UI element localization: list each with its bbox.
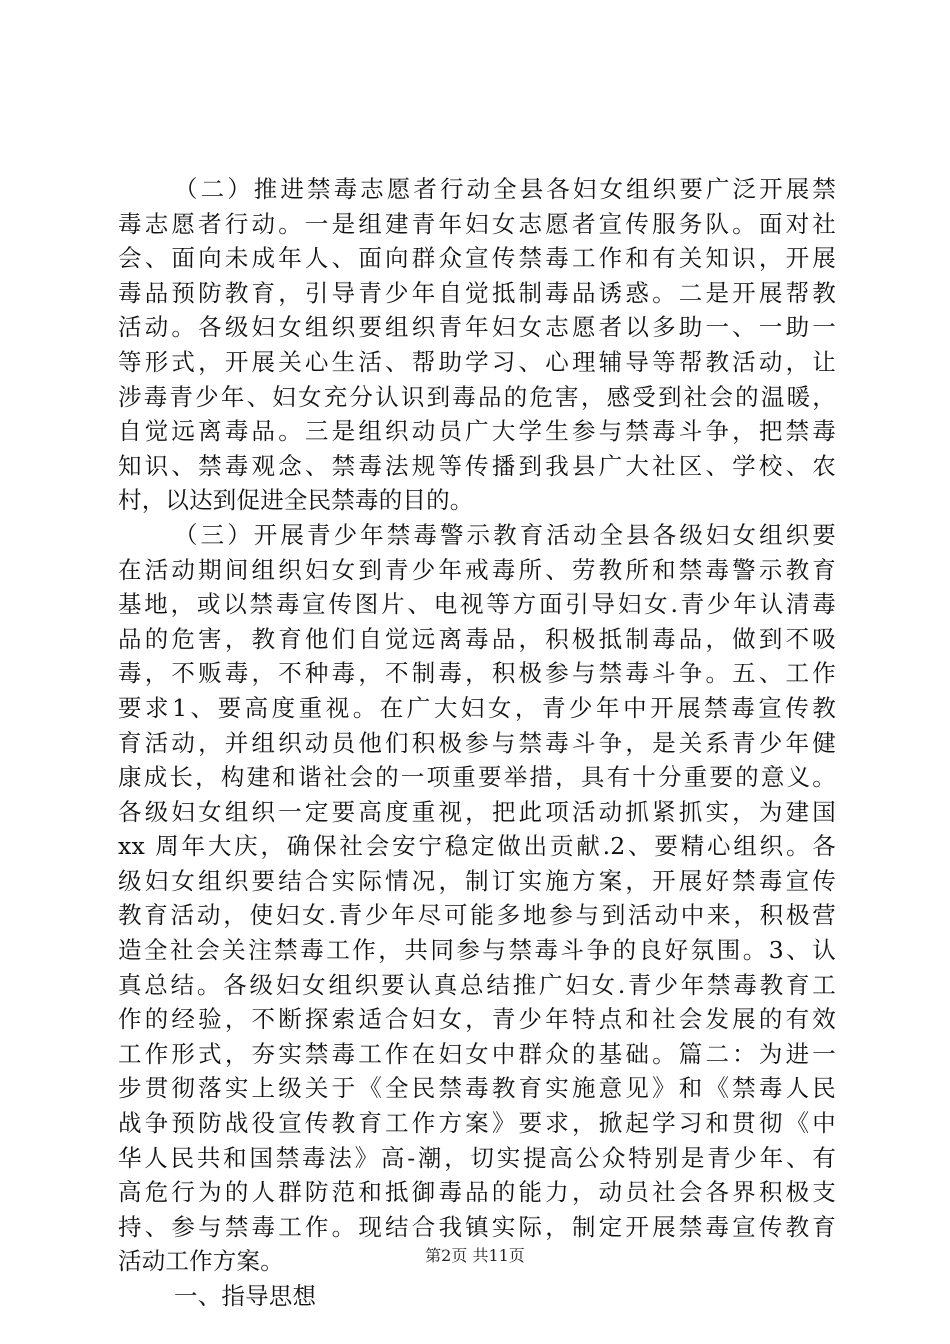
paragraph-line: 级妇女组织要结合实际情况，制订实施方案，开展好禁毒宣传 [118,866,836,895]
paragraph-line: 作的经验，不断探索适合妇女，青少年特点和社会发展的有效 [118,1005,836,1034]
page-number-footer: 第2页 共11页 [425,1246,525,1265]
paragraph-line: 高危行为的人群防范和抵御毒品的能力，动员社会各界积极支 [118,1178,836,1207]
paragraph-line: 战争预防战役宣传教育工作方案》要求，掀起学习和贯彻《中 [118,1109,836,1138]
paragraph-line: 工作形式，夯实禁毒工作在妇女中群众的基础。篇二：为进一 [118,1039,836,1068]
paragraph-line: 持、参与禁毒工作。现结合我镇实际，制定开展禁毒宣传教育 [118,1212,836,1241]
section-heading: 一、指导思想 [174,1282,317,1310]
paragraph-line: 村，以达到促进全民禁毒的目的。 [118,486,474,515]
paragraph-line: 华人民共和国禁毒法》高-潮，切实提高公众特别是青少年、有 [118,1143,836,1172]
paragraph-line: 教育活动，使妇女.青少年尽可能多地参与到活动中来，积极营 [118,901,836,930]
paragraph-line: 毒志愿者行动。一是组建青年妇女志愿者宣传服务队。面对社 [118,209,836,238]
paragraph-line: xx 周年大庆，确保社会安宁稳定做出贡献.2、要精心组织。各 [118,832,836,861]
document-body [118,172,836,1314]
paragraph-line: 等形式，开展关心生活、帮助学习、心理辅导等帮教活动，让 [118,347,836,376]
paragraph-line: 活动工作方案。 [118,1247,284,1276]
paragraph-line: 活动。各级妇女组织要组织青年妇女志愿者以多助一、一助一 [118,313,836,342]
paragraph-line: 基地，或以禁毒宣传图片、电视等方面引导妇女.青少年认清毒 [118,590,836,619]
paragraph-line: 真总结。各级妇女组织要认真总结推广妇女.青少年禁毒教育工 [118,970,836,999]
paragraph-line: 育活动，并组织动员他们积极参与禁毒斗争，是关系青少年健 [118,728,836,757]
paragraph-line: 步贯彻落实上级关于《全民禁毒教育实施意见》和《禁毒人民 [118,1074,836,1103]
paragraph-line: 毒品预防教育，引导青少年自觉抵制毒品诱惑。二是开展帮教 [118,278,836,307]
paragraph-line: 要求1、要高度重视。在广大妇女，青少年中开展禁毒宣传教 [118,693,836,722]
paragraph-line: （二）推进禁毒志愿者行动全县各妇女组织要广泛开展禁 [174,175,836,203]
paragraph-line: 各级妇女组织一定要高度重视，把此项活动抓紧抓实，为建国 [118,797,836,826]
paragraph-line: 康成长，构建和谐社会的一项重要举措，具有十分重要的意义。 [118,763,836,792]
paragraph-line: 造全社会关注禁毒工作，共同参与禁毒斗争的良好氛围。3、认 [118,936,836,965]
paragraph-line: 会、面向未成年人、面向群众宣传禁毒工作和有关知识，开展 [118,244,836,273]
paragraph-line: 在活动期间组织妇女到青少年戒毒所、劳教所和禁毒警示教育 [118,555,836,584]
paragraph-line: 自觉远离毒品。三是组织动员广大学生参与禁毒斗争，把禁毒 [118,417,836,446]
paragraph-line: 知识、禁毒观念、禁毒法规等传播到我县广大社区、学校、农 [118,451,836,480]
paragraph-line: 毒，不贩毒，不种毒，不制毒，积极参与禁毒斗争。五、工作 [118,659,836,688]
paragraph-line: 涉毒青少年、妇女充分认识到毒品的危害，感受到社会的温暖， [118,382,836,411]
paragraph-line: 品的危害，教育他们自觉远离毒品，积极抵制毒品，做到不吸 [118,624,836,653]
paragraph-line: （三）开展青少年禁毒警示教育活动全县各级妇女组织要 [174,520,836,549]
